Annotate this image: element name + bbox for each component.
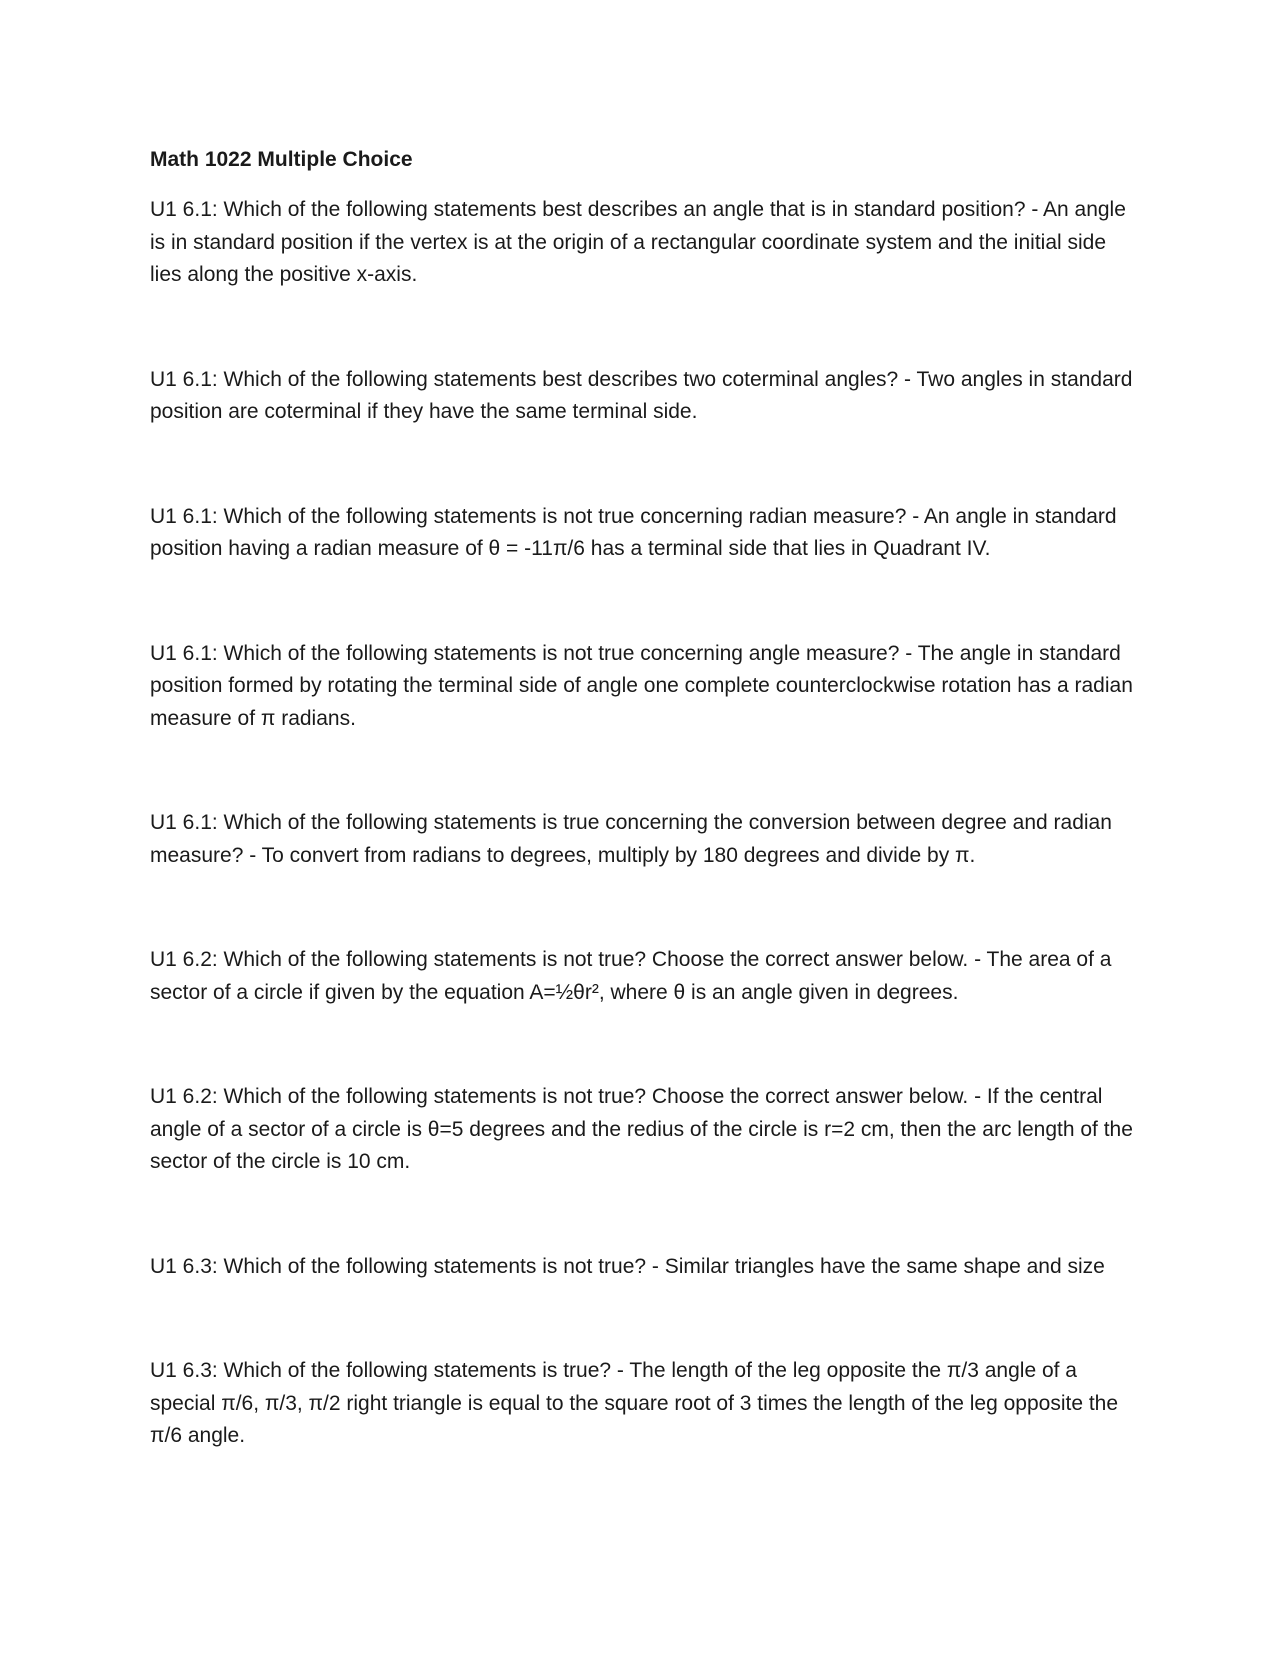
qa-item-6: U1 6.2: Which of the following statements is not true? Choose the correct answer below. - The area of a sector of a circle if given by the equation A=½θr², where θ is an angle given in degrees. (150, 948, 1112, 1004)
qa-item-2: U1 6.1: Which of the following statements best describes two coterminal angles? - Two angles in standard position are coterminal if they have the same terminal side. (150, 367, 1133, 423)
qa-item-3: U1 6.1: Which of the following statements is not true concerning radian measure? - An angle in standard position having a radian measure of θ = -11π/6 has a terminal side that lies in Quadrant IV. (150, 504, 1117, 560)
qa-item-8: U1 6.3: Which of the following statements is not true? - Similar triangles have the same shape and size (150, 1254, 1105, 1278)
qa-item-7: U1 6.2: Which of the following statements is not true? Choose the correct answer below. - If the central angle of a sector of a circle is θ=5 degrees and the redius of the circle is r=2 cm, then the arc length of the sector of the circle is 10 cm. (150, 1085, 1133, 1173)
qa-item-4: U1 6.1: Which of the following statements is not true concerning angle measure? - The angle in standard position formed by rotating the terminal side of angle one complete counterclockwise rotation has a radian measure of π radians. (150, 641, 1133, 730)
document-title: Math 1022 Multiple Choice (150, 148, 413, 171)
document-body (150, 144, 1135, 1453)
qa-item-1: U1 6.1: Which of the following statements best describes an angle that is in standard position? - An angle is in standard position if the vertex is at the origin of a rectangular coordinate system and the initial side lies along the positive x-axis. (150, 198, 1126, 286)
qa-item-5: U1 6.1: Which of the following statements is true concerning the conversion between degree and radian measure? - To convert from radians to degrees, multiply by 180 degrees and divide by π. (150, 811, 1112, 867)
qa-item-9: U1 6.3: Which of the following statements is true? - The length of the leg opposite the π/3 angle of a special π/6, π/3, π/2 right triangle is equal to the square root of 3 times the length of the leg opposite the π/6 angle. (150, 1359, 1119, 1447)
